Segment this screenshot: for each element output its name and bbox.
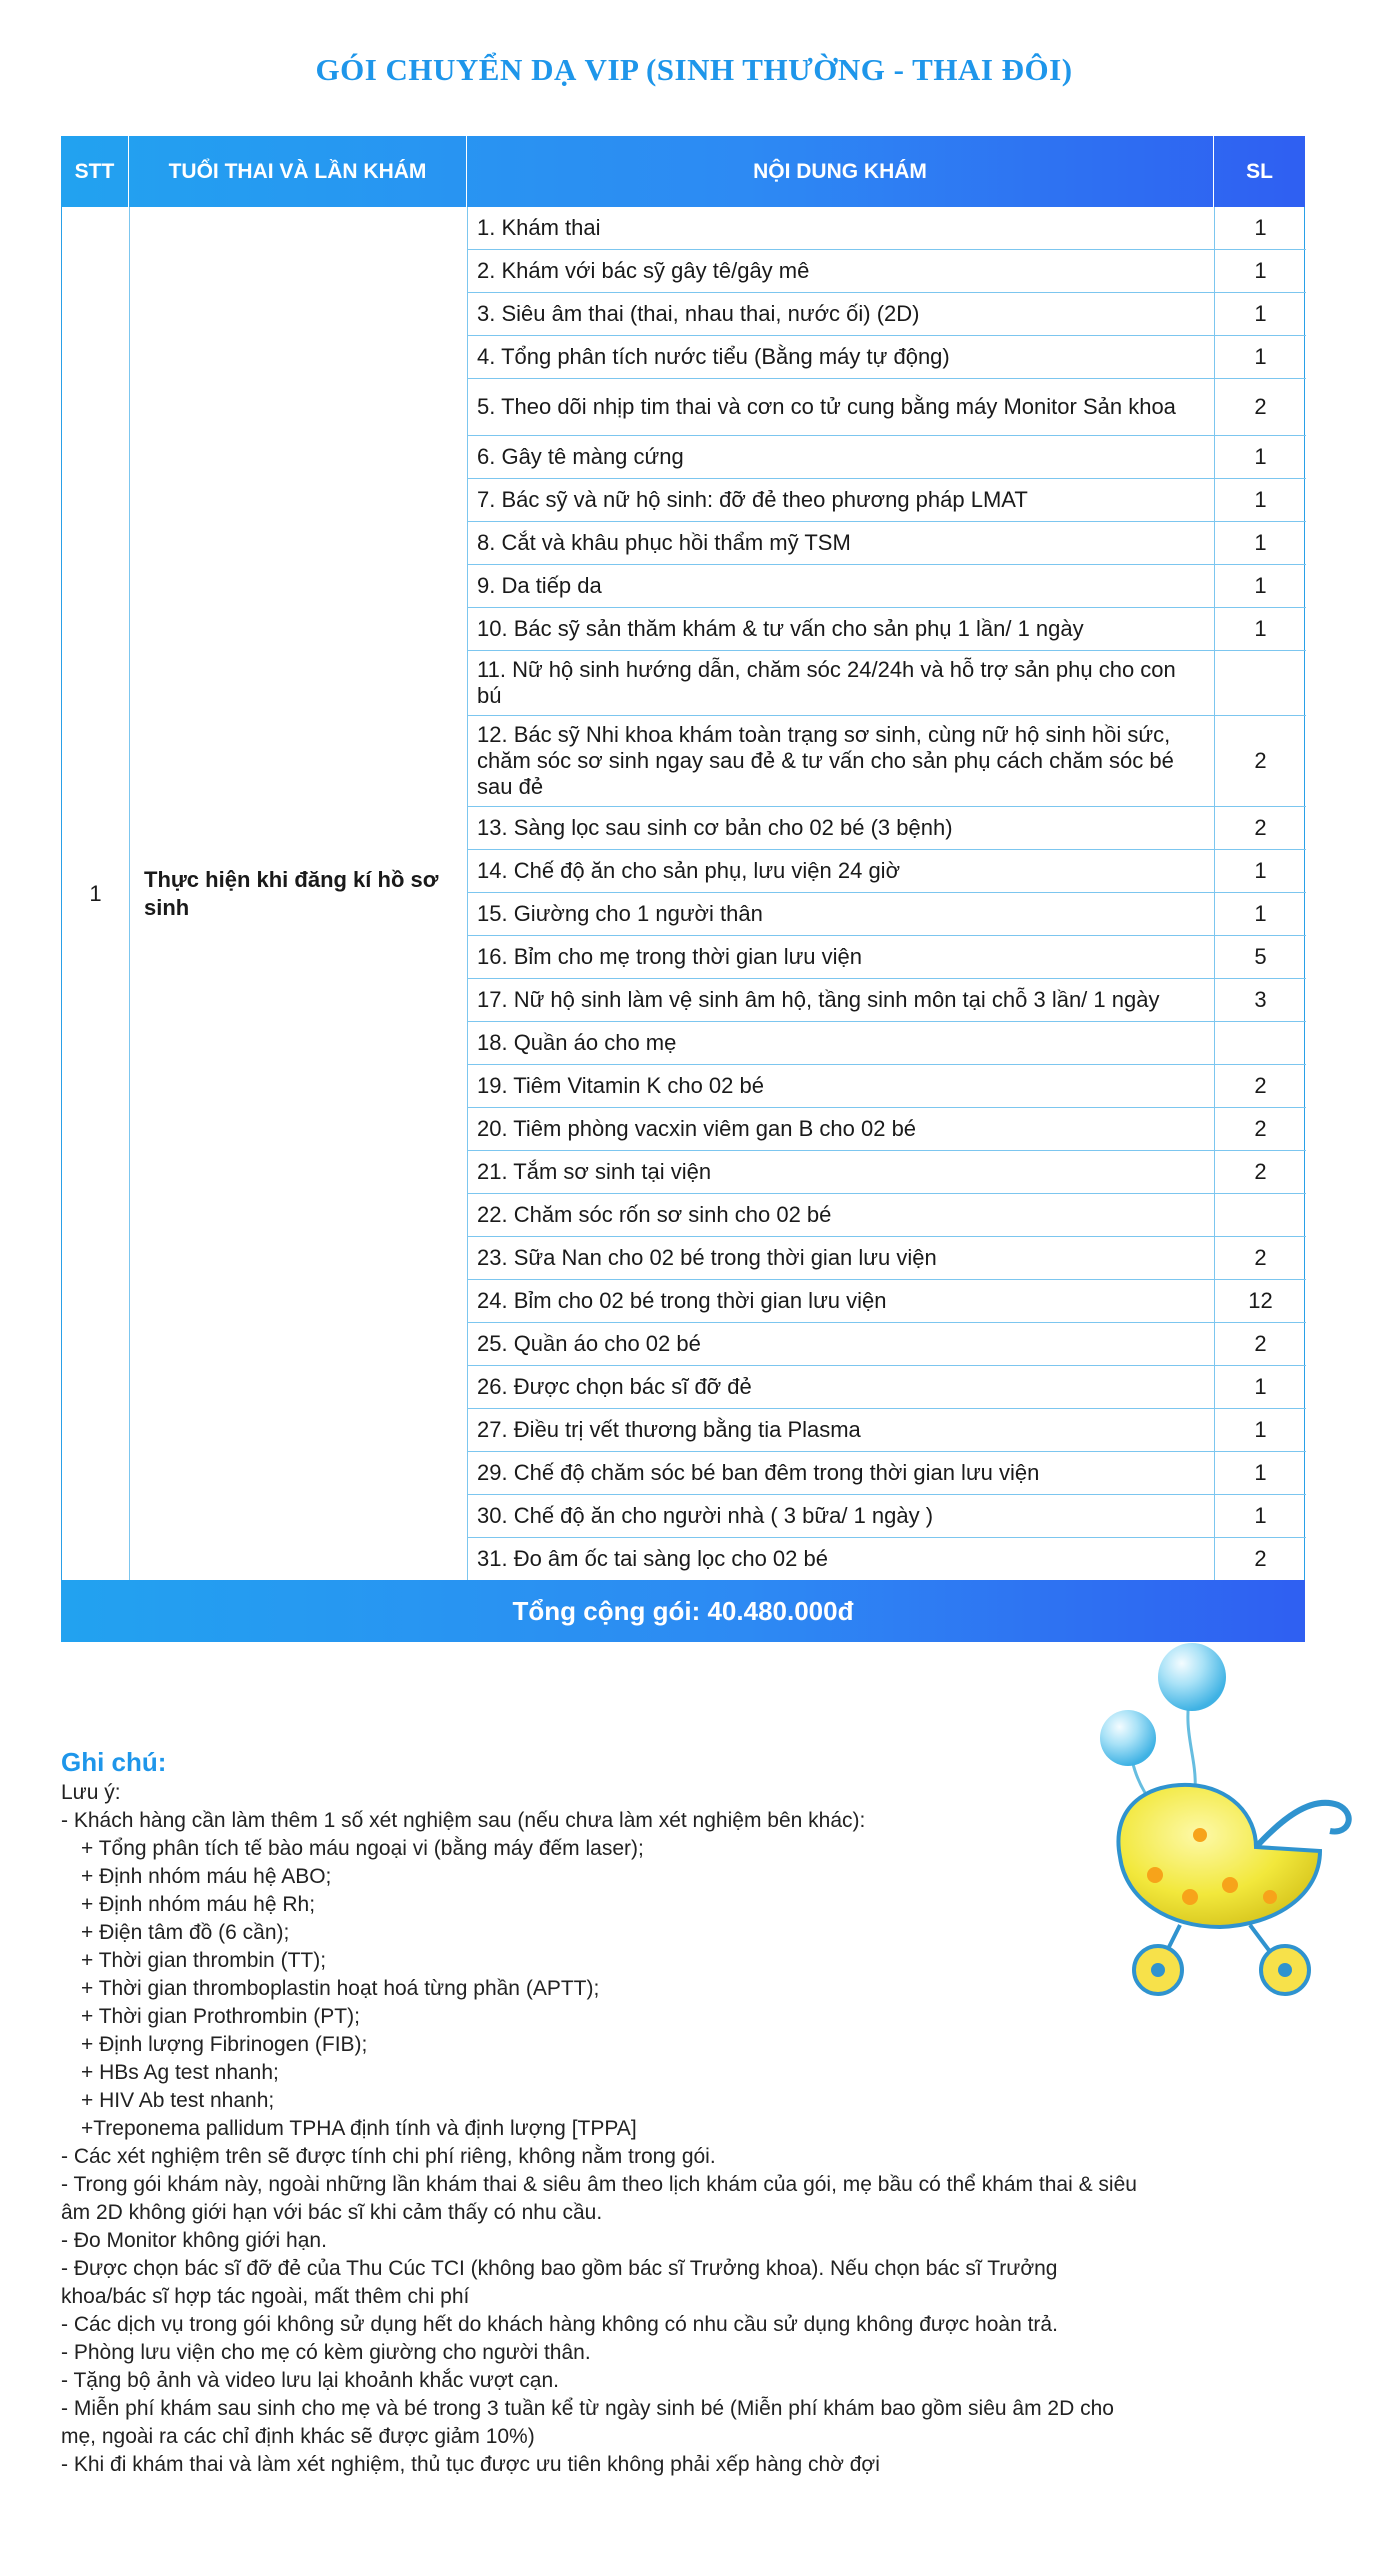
service-item: 27. Điều trị vết thương bằng tia Plasma [468,1409,1215,1451]
note-line: + HIV Ab test nhanh; [81,2089,275,2112]
note-line: + Thời gian Prothrombin (PT); [81,2005,360,2028]
note-line: - Miễn phí khám sau sinh cho mẹ và bé trong 3 tuần kể từ ngày sinh bé (Miễn phí khám bao gồm siêu âm 2D cho mẹ, ngoài ra các chỉ định khác sẽ được giảm 10%) [61,2397,1120,2448]
service-qty [1215,1022,1306,1064]
table-row [468,479,1306,522]
service-qty: 2 [1254,1245,1267,1270]
service-item: 12. Bác sỹ Nhi khoa khám toàn trạng sơ sinh, cùng nữ hộ sinh hồi sức, chăm sóc sơ sinh ngay sau đẻ & tư vấn cho sản phụ cách chăm sóc bé sau đẻ [468,716,1215,806]
table-row [468,250,1306,293]
service-item: 15. Giường cho 1 người thân [468,893,1215,935]
table-row [468,850,1306,893]
note-line: + Tổng phân tích tế bào máu ngoại vi (bằng máy đếm laser); [81,1837,644,1860]
stroller-handle [1256,1803,1349,1847]
service-item: 16. Bỉm cho mẹ trong thời gian lưu viện [468,936,1215,978]
note-line: - Khách hàng cần làm thêm 1 số xét nghiệm sau (nếu chưa làm xét nghiệm bên khác): [61,1809,866,1832]
service-item: 6. Gây tê màng cứng [468,436,1215,478]
table-row [468,1237,1306,1280]
table-row [468,207,1306,250]
note-line: + Điện tâm đồ (6 cần); [81,1921,290,1944]
service-qty: 1 [1254,487,1267,512]
service-item: 20. Tiêm phòng vacxin viêm gan B cho 02 bé [468,1108,1215,1150]
service-item: 17. Nữ hộ sinh làm vệ sinh âm hộ, tầng sinh môn tại chỗ 3 lần/ 1 ngày [468,979,1215,1021]
stroller-body [1118,1785,1320,1927]
service-qty: 3 [1254,987,1267,1012]
table-row [468,1323,1306,1366]
note-line: - Trong gói khám này, ngoài những lần khám thai & siêu âm theo lịch khám của gói, mẹ bầu có thể khám thai & siêu âm 2D không giới hạn với bác sĩ khi cảm thấy có nhu cầu. [61,2173,1143,2224]
note-line: + Định lượng Fibrinogen (FIB); [81,2033,368,2056]
service-qty: 5 [1254,944,1267,969]
note-line: Lưu ý: [61,1781,121,1804]
note-line: + Thời gian thrombin (TT); [81,1949,327,1972]
notes-list [61,1779,1141,2479]
table-body [61,207,1305,1580]
table-header [61,136,1305,207]
table-row [468,1538,1306,1580]
table-row [468,1108,1306,1151]
service-item: 31. Đo âm ốc tai sàng lọc cho 02 bé [468,1538,1215,1580]
service-qty: 1 [1254,573,1267,598]
service-item: 18. Quần áo cho mẹ [468,1022,1215,1064]
service-qty: 1 [1254,258,1267,283]
service-item: 25. Quần áo cho 02 bé [468,1323,1215,1365]
table-row [468,1409,1306,1452]
service-item: 2. Khám với bác sỹ gây tê/gây mê [468,250,1215,292]
package-table [61,136,1305,1642]
note-line: - Các dịch vụ trong gói không sử dụng hết do khách hàng không có nhu cầu sử dụng không được hoàn trả. [61,2313,1058,2336]
age-cell: Thực hiện khi đăng kí hồ sơ sinh [130,207,468,1580]
service-rows [468,207,1306,1580]
table-row [468,436,1306,479]
table-row [468,1194,1306,1237]
service-item: 8. Cắt và khâu phục hồi thẩm mỹ TSM [468,522,1215,564]
service-qty: 2 [1254,1546,1267,1571]
service-item: 11. Nữ hộ sinh hướng dẫn, chăm sóc 24/24h và hỗ trợ sản phụ cho con bú [468,651,1215,715]
service-item: 26. Được chọn bác sĩ đỡ đẻ [468,1366,1215,1408]
table-row [468,293,1306,336]
service-qty: 2 [1254,815,1267,840]
service-item: 23. Sữa Nan cho 02 bé trong thời gian lưu viện [468,1237,1215,1279]
table-row [468,807,1306,850]
table-row [468,1452,1306,1495]
table-row [468,565,1306,608]
header-age: TUỔI THAI VÀ LẦN KHÁM [129,136,467,207]
note-line: + Định nhóm máu hệ ABO; [81,1865,332,1888]
note-line: - Khi đi khám thai và làm xét nghiệm, thủ tục được ưu tiên không phải xếp hàng chờ đợi [61,2453,880,2476]
service-qty: 12 [1248,1288,1273,1313]
table-row [468,716,1306,807]
note-line: - Được chọn bác sĩ đỡ đẻ của Thu Cúc TCI (không bao gồm bác sĩ Trưởng khoa). Nếu chọn bác sĩ Trưởng khoa/bác sĩ hợp tác ngoài, mất thêm chi phí [61,2257,1064,2308]
service-qty: 1 [1254,901,1267,926]
service-qty: 1 [1254,1374,1267,1399]
service-item: 9. Da tiếp da [468,565,1215,607]
note-line: - Tặng bộ ảnh và video lưu lại khoảnh khắc vượt cạn. [61,2369,559,2392]
service-qty: 1 [1254,444,1267,469]
service-qty: 2 [1254,1073,1267,1098]
service-item: 1. Khám thai [468,207,1215,249]
table-row [468,1065,1306,1108]
table-row [468,1022,1306,1065]
table-row [468,336,1306,379]
service-item: 3. Siêu âm thai (thai, nhau thai, nước ối) (2D) [468,293,1215,335]
service-item: 7. Bác sỹ và nữ hộ sinh: đỡ đẻ theo phương pháp LMAT [468,479,1215,521]
service-item: 19. Tiêm Vitamin K cho 02 bé [468,1065,1215,1107]
table-row [468,522,1306,565]
service-qty: 1 [1254,344,1267,369]
table-row [468,979,1306,1022]
table-row [468,651,1306,716]
header-content: NỘI DUNG KHÁM [467,136,1214,207]
note-line: +Treponema pallidum TPHA định tính và định lượng [TPPA] [81,2117,637,2140]
service-qty: 2 [1254,748,1267,773]
service-qty: 2 [1254,1159,1267,1184]
service-item: 4. Tổng phân tích nước tiểu (Bằng máy tự động) [468,336,1215,378]
service-qty: 2 [1254,1116,1267,1141]
service-item: 30. Chế độ ăn cho người nhà ( 3 bữa/ 1 ngày ) [468,1495,1215,1537]
note-line: - Phòng lưu viện cho mẹ có kèm giường cho người thân. [61,2341,591,2364]
service-qty: 1 [1254,616,1267,641]
table-row [468,1151,1306,1194]
service-qty: 1 [1254,301,1267,326]
header-qty: SL [1246,159,1273,183]
table-row [468,1280,1306,1323]
service-qty: 1 [1254,858,1267,883]
service-qty: 1 [1254,1503,1267,1528]
service-item: 24. Bỉm cho 02 bé trong thời gian lưu viện [468,1280,1215,1322]
notes-section [61,1745,1141,2479]
note-line: + HBs Ag test nhanh; [81,2061,279,2084]
service-item: 5. Theo dõi nhịp tim thai và cơn co tử cung bằng máy Monitor Sản khoa [468,379,1215,435]
service-item: 13. Sàng lọc sau sinh cơ bản cho 02 bé (3 bệnh) [468,807,1215,849]
service-qty: 2 [1254,394,1267,419]
service-item: 29. Chế độ chăm sóc bé ban đêm trong thời gian lưu viện [468,1452,1215,1494]
service-item: 14. Chế độ ăn cho sản phụ, lưu viện 24 giờ [468,850,1215,892]
note-line: + Thời gian thromboplastin hoạt hoá từng phần (APTT); [81,1977,600,2000]
table-row [468,936,1306,979]
page-title: GÓI CHUYỂN DẠ VIP (SINH THƯỜNG - THAI ĐÔI) [315,52,1073,87]
service-item: 21. Tắm sơ sinh tại viện [468,1151,1215,1193]
service-qty: 1 [1254,215,1267,240]
note-line: + Định nhóm máu hệ Rh; [81,1893,316,1916]
note-line: - Các xét nghiệm trên sẽ được tính chi phí riêng, không nằm trong gói. [61,2145,716,2168]
service-qty: 1 [1254,1460,1267,1485]
service-qty: 2 [1254,1331,1267,1356]
stt-cell: 1 [62,207,130,1580]
note-line: - Đo Monitor không giới hạn. [61,2229,327,2252]
balloon-icon [1158,1643,1226,1711]
table-row [468,1366,1306,1409]
service-item: 22. Chăm sóc rốn sơ sinh cho 02 bé [468,1194,1215,1236]
notes-heading: Ghi chú: [61,1747,167,1777]
table-row [468,608,1306,651]
service-item: 10. Bác sỹ sản thăm khám & tư vấn cho sản phụ 1 lần/ 1 ngày [468,608,1215,650]
table-row [468,1495,1306,1538]
table-row [468,893,1306,936]
header-stt: STT [61,136,129,207]
service-qty [1215,1194,1306,1236]
service-qty [1215,651,1306,715]
service-qty: 1 [1254,530,1267,555]
table-row [468,379,1306,436]
service-qty: 1 [1254,1417,1267,1442]
total-bar: Tổng cộng gói: 40.480.000đ [61,1580,1305,1642]
